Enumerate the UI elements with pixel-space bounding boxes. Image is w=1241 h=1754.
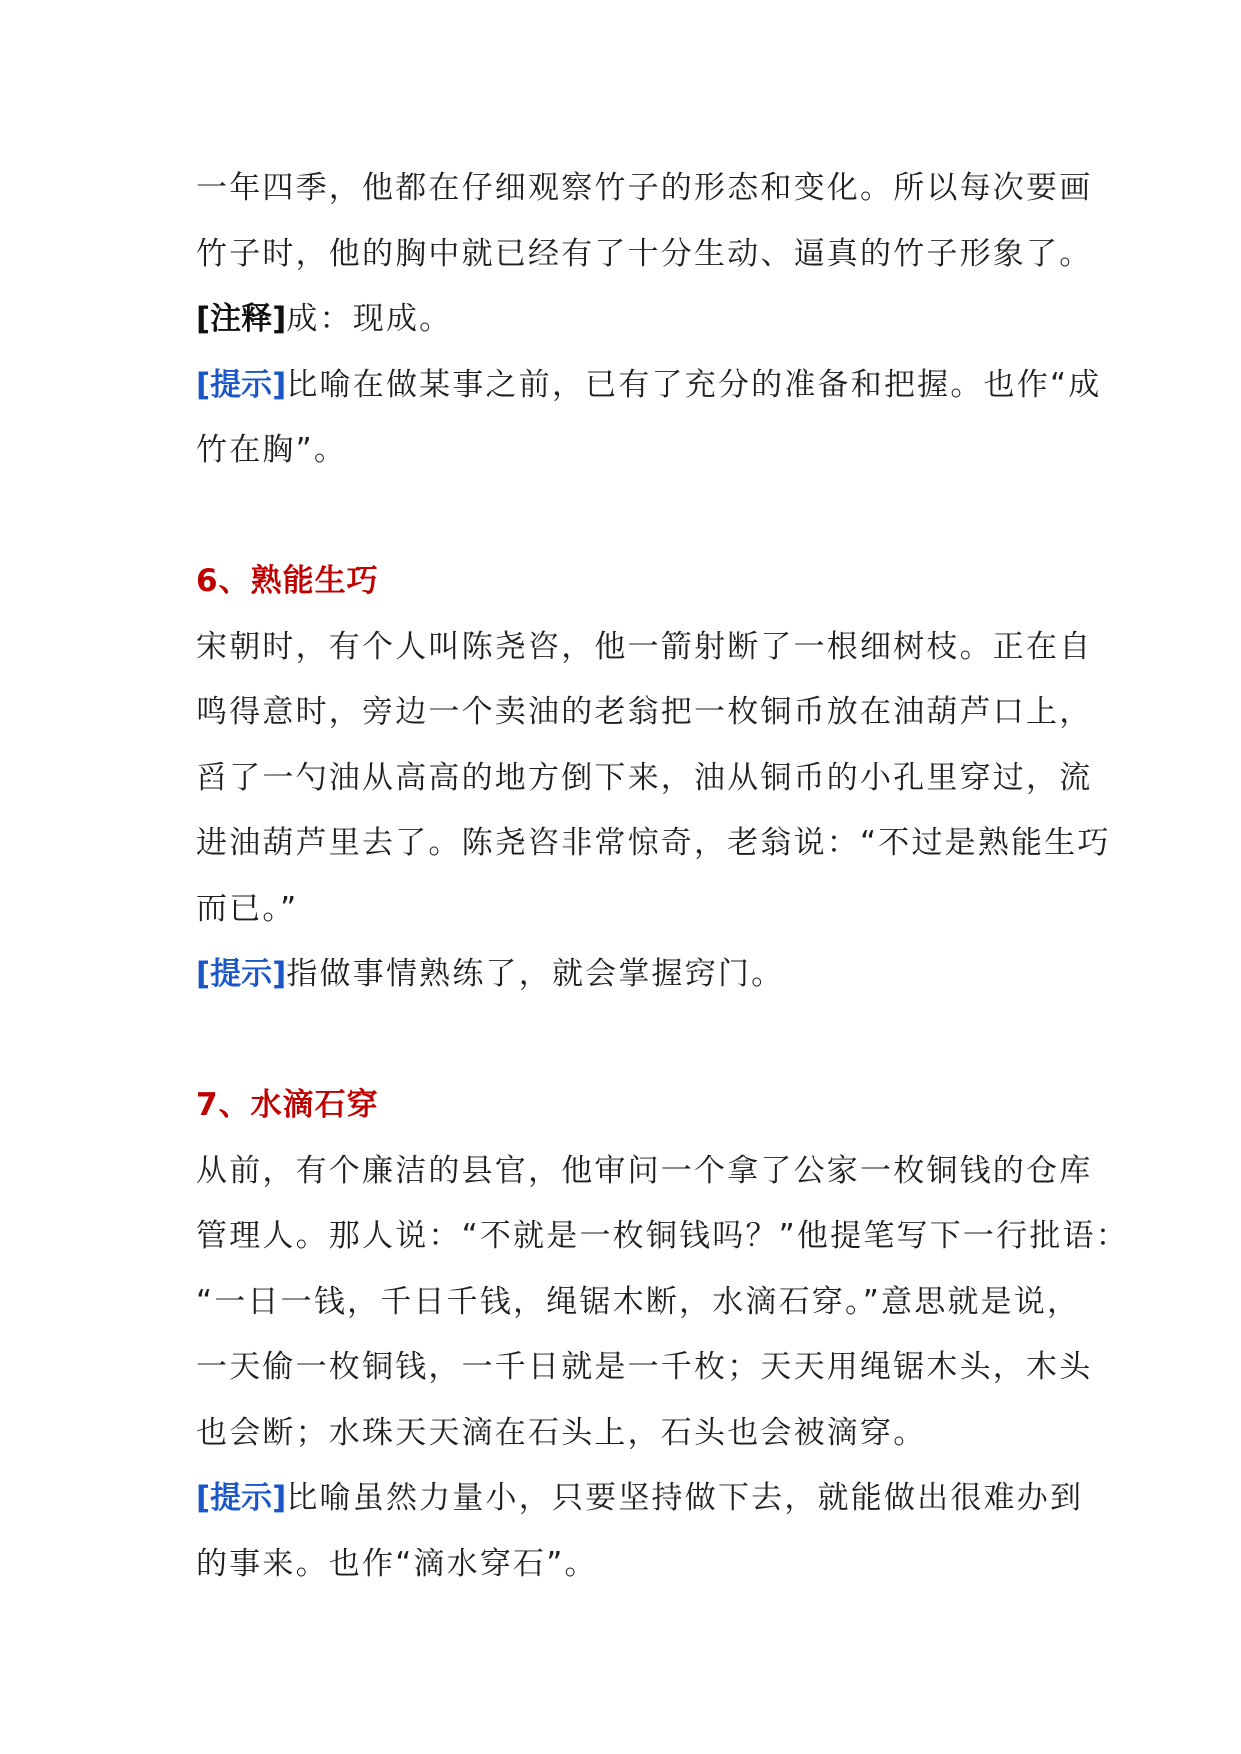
intro-line-2: 竹子时，他的胸中就已经有了十分生动、逼真的竹子形象了。 bbox=[196, 235, 1093, 272]
tip-text: 比喻在做某事之前，已有了充分的准备和把握。也作“成 bbox=[286, 366, 1102, 403]
tip-tag: [提示] bbox=[196, 366, 287, 403]
document-page bbox=[196, 156, 1129, 1597]
intro-tip-line-2: 竹在胸”。 bbox=[196, 432, 348, 468]
section-7-line-3: “一日一钱，千日千钱，绳锯木断，水滴石穿。”意思就是说， bbox=[196, 1283, 1081, 1320]
tip-tag: [提示] bbox=[196, 956, 287, 992]
section-6-heading: 6、熟能生巧 bbox=[196, 563, 379, 599]
intro-tip-line-1 bbox=[196, 353, 1102, 419]
intro-note bbox=[196, 287, 1056, 353]
note-tag: [注释] bbox=[196, 301, 287, 337]
section-7-line-5: 也会断；水珠天天滴在石头上，石头也会被滴穿。 bbox=[196, 1414, 927, 1451]
tip-text: 指做事情熟练了，就会掌握窍门。 bbox=[286, 956, 785, 992]
tip-text: 比喻虽然力量小，只要坚持做下去，就能做出很难办到 bbox=[286, 1480, 1084, 1516]
section-7-tip-line-1 bbox=[196, 1466, 1084, 1532]
section-7-line-1: 从前，有个廉洁的县官，他审问一个拿了公家一枚铜钱的仓库 bbox=[196, 1152, 1093, 1189]
section-6-line-4: 进油葫芦里去了。陈尧咨非常惊奇，老翁说：“不过是熟能生巧 bbox=[196, 825, 1111, 861]
section-6-line-3: 舀了一勺油从高高的地方倒下来，油从铜币的小孔里穿过，流 bbox=[196, 759, 1093, 796]
tip-tag: [提示] bbox=[196, 1480, 287, 1516]
section-gap bbox=[196, 1008, 1056, 1074]
section-6-tip bbox=[196, 942, 1056, 1008]
section-6-line-5: 而已。” bbox=[196, 890, 299, 927]
section-6-line-1: 宋朝时，有个人叫陈尧咨，他一箭射断了一根细树枝。正在自 bbox=[196, 628, 1093, 665]
section-7-line-2: 管理人。那人说：“不就是一枚铜钱吗？”他提笔写下一行批语： bbox=[196, 1218, 1129, 1254]
section-7-line-4: 一天偷一枚铜钱，一千日就是一千枚；天天用绳锯木头，木头 bbox=[196, 1349, 1093, 1385]
note-text: 成：现成。 bbox=[286, 301, 453, 337]
intro-line-1: 一年四季，他都在仔细观察竹子的形态和变化。所以每次要画 bbox=[196, 170, 1093, 206]
section-6-line-2: 鸣得意时，旁边一个卖油的老翁把一枚铜币放在油葫芦口上， bbox=[196, 694, 1093, 730]
section-gap bbox=[196, 484, 1056, 550]
section-7-heading: 7、水滴石穿 bbox=[196, 1087, 379, 1123]
section-7-tip-line-2: 的事来。也作“滴水穿石”。 bbox=[196, 1545, 598, 1582]
